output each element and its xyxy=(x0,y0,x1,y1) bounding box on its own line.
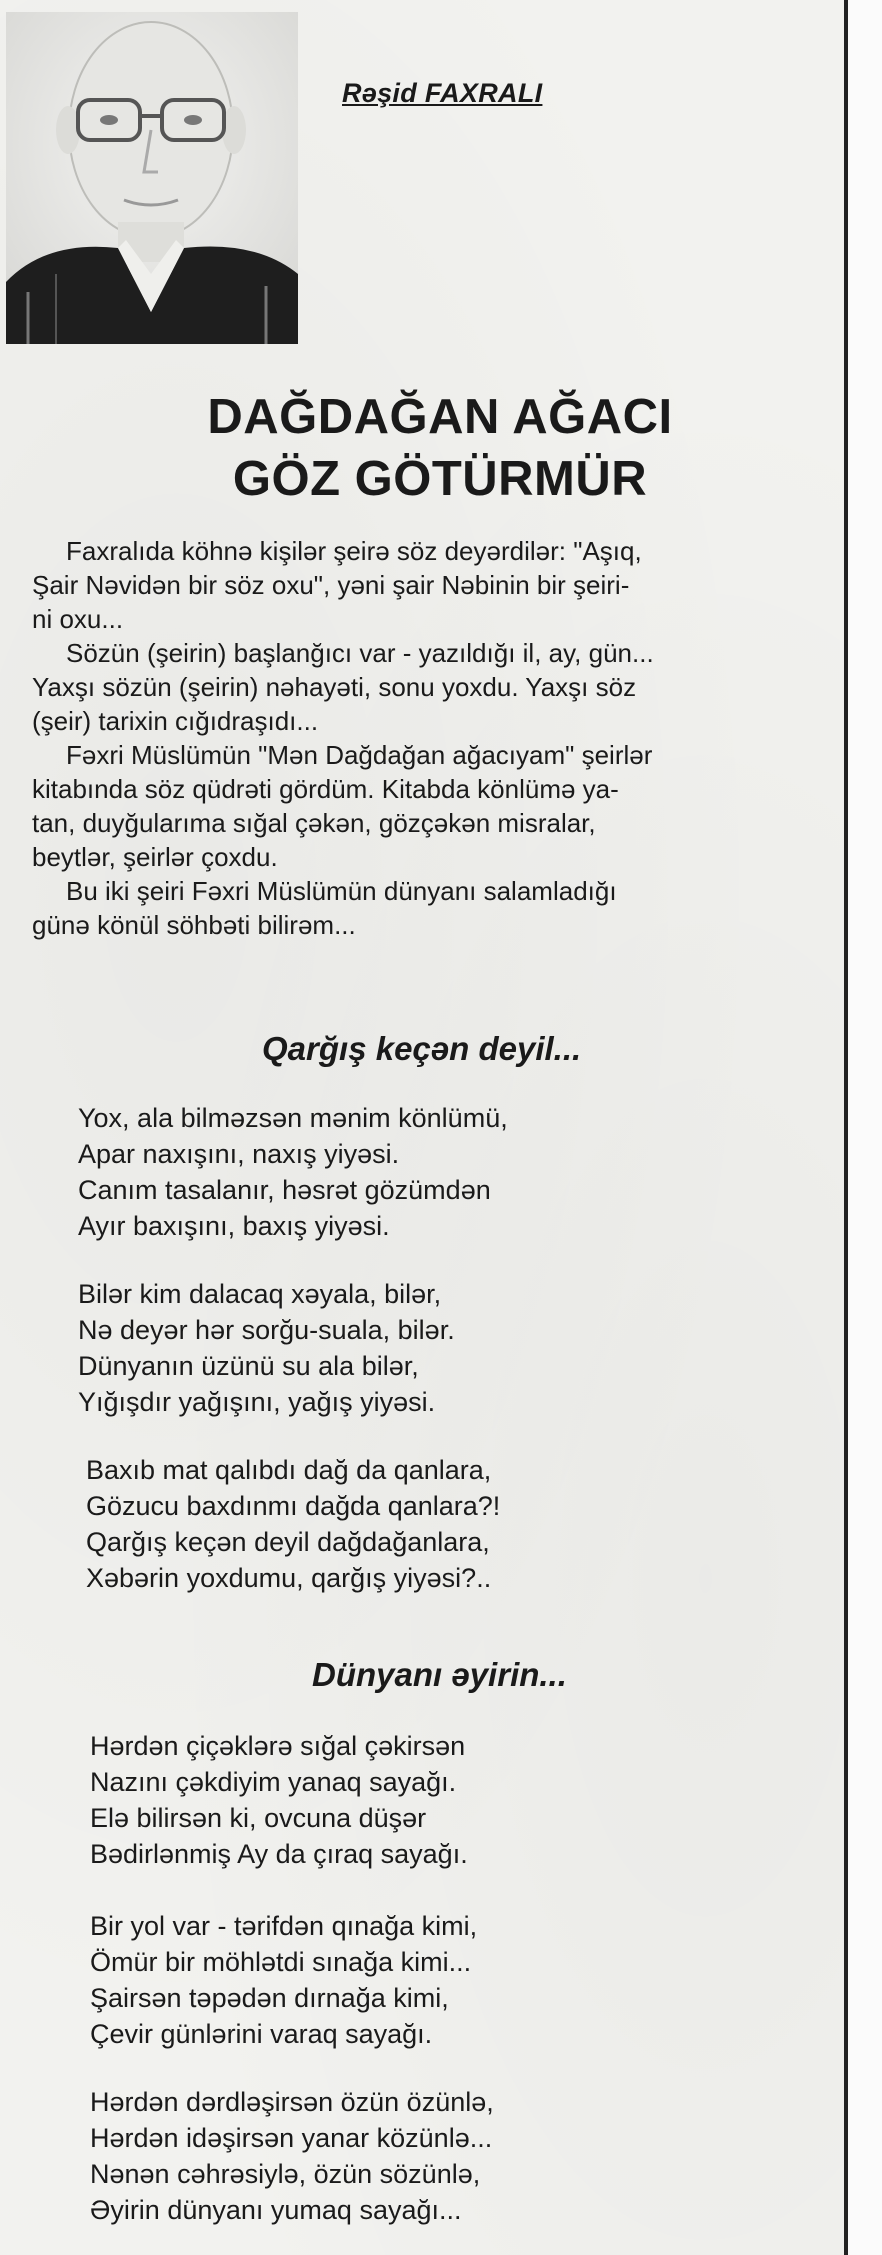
verse-line: Hərdən dərdləşirsən özün özünlə, xyxy=(90,2087,494,2117)
verse-line: Elə bilirsən ki, ovcuna düşər xyxy=(90,1803,427,1833)
verse-line: Çevir günlərini varaq sayağı. xyxy=(90,2019,433,2049)
verse-line: Ayır baxışını, baxış yiyəsi. xyxy=(78,1211,390,1241)
intro-line: tan, duyğularıma sığal çəkən, gözçəkən misralar, xyxy=(32,808,596,838)
intro-line: Faxralıda köhnə kişilər şeirə söz deyərdilər: "Aşıq, xyxy=(66,536,642,566)
headline-line-2: GÖZ GÖTÜRMÜR xyxy=(232,452,648,506)
verse-line: Yox, ala bilməzsən mənim könlümü, xyxy=(78,1103,508,1133)
verse-line: Canım tasalanır, həsrət gözümdən xyxy=(78,1175,491,1205)
verse-line: Şairsən təpədən dırnağa kimi, xyxy=(90,1983,449,2013)
poem-1-stanza-3 xyxy=(86,1452,500,1596)
verse-line: Apar naxışını, naxış yiyəsi. xyxy=(78,1139,400,1169)
intro-line: beytlər, şeirlər çoxdu. xyxy=(32,842,278,872)
headline-line-1: DAĞDAĞAN AĞACI xyxy=(207,390,673,444)
intro-line: Şair Nəvidən bir söz oxu", yəni şair Nəbinin bir şeiri- xyxy=(32,570,630,600)
verse-line: Dünyanın üzünü su ala bilər, xyxy=(78,1351,419,1381)
intro-line: Fəxri Müslümün "Mən Dağdağan ağacıyam" şeirlər xyxy=(66,740,653,770)
verse-line: Hərdən idəşirsən yanar közünlə... xyxy=(90,2123,493,2153)
poem-1-stanza-2 xyxy=(78,1276,455,1420)
intro-line: ni oxu... xyxy=(32,604,124,634)
intro-line: Bu iki şeiri Fəxri Müslümün dünyanı salamladığı xyxy=(66,876,617,906)
verse-line: Nazını çəkdiyim yanaq sayağı. xyxy=(90,1767,457,1797)
poem-2-stanza-3 xyxy=(90,2084,494,2228)
intro-line: (şeir) tarixin cığıdraşıdı... xyxy=(32,706,319,736)
poem-2-title: Dünyanı əyirin... xyxy=(312,1656,567,1693)
poem-2-stanza-1 xyxy=(90,1728,468,1872)
intro-line: Yaxşı sözün (şeirin) nəhayəti, sonu yoxdu. Yaxşı söz xyxy=(32,672,637,702)
intro-line: Sözün (şeirin) başlanğıcı var - yazıldığı il, ay, gün... xyxy=(66,638,654,668)
poem-2-stanza-2 xyxy=(90,1908,477,2052)
intro-line: kitabında söz qüdrəti gördüm. Kitabda könlümə ya- xyxy=(32,774,619,804)
poem-1-title: Qarğış keçən deyil... xyxy=(262,1030,582,1067)
poem-1-stanza-1 xyxy=(78,1100,508,1244)
author-name: Rəşid FAXRALI xyxy=(342,78,543,108)
intro-text xyxy=(32,534,832,942)
verse-line: Nənən cəhrəsiylə, özün sözünlə, xyxy=(90,2159,481,2189)
verse-line: Qarğış keçən deyil dağdağanlara, xyxy=(86,1527,490,1557)
portrait-image xyxy=(6,12,298,344)
verse-line: Baxıb mat qalıbdı dağ da qanlara, xyxy=(86,1455,492,1485)
verse-line: Hərdən çiçəklərə sığal çəkirsən xyxy=(90,1731,466,1761)
verse-line: Yığışdır yağışını, yağış yiyəsi. xyxy=(78,1387,436,1417)
author-portrait xyxy=(6,12,298,344)
page-margin xyxy=(848,0,882,2255)
verse-line: Ömür bir möhlətdi sınağa kimi... xyxy=(90,1947,472,1977)
verse-line: Gözucu baxdınmı dağda qanlara?! xyxy=(86,1491,501,1521)
verse-line: Xəbərin yoxdumu, qarğış yiyəsi?.. xyxy=(86,1563,492,1593)
verse-line: Əyirin dünyanı yumaq sayağı... xyxy=(90,2195,462,2225)
intro-line: günə könül söhbəti bilirəm... xyxy=(32,910,356,940)
verse-line: Nə deyər hər sorğu-suala, bilər. xyxy=(78,1315,455,1345)
verse-line: Bədirlənmiş Ay da çıraq sayağı. xyxy=(90,1839,468,1869)
verse-line: Bir yol var - tərifdən qınağa kimi, xyxy=(90,1911,478,1941)
verse-line: Bilər kim dalacaq xəyala, bilər, xyxy=(78,1279,442,1309)
